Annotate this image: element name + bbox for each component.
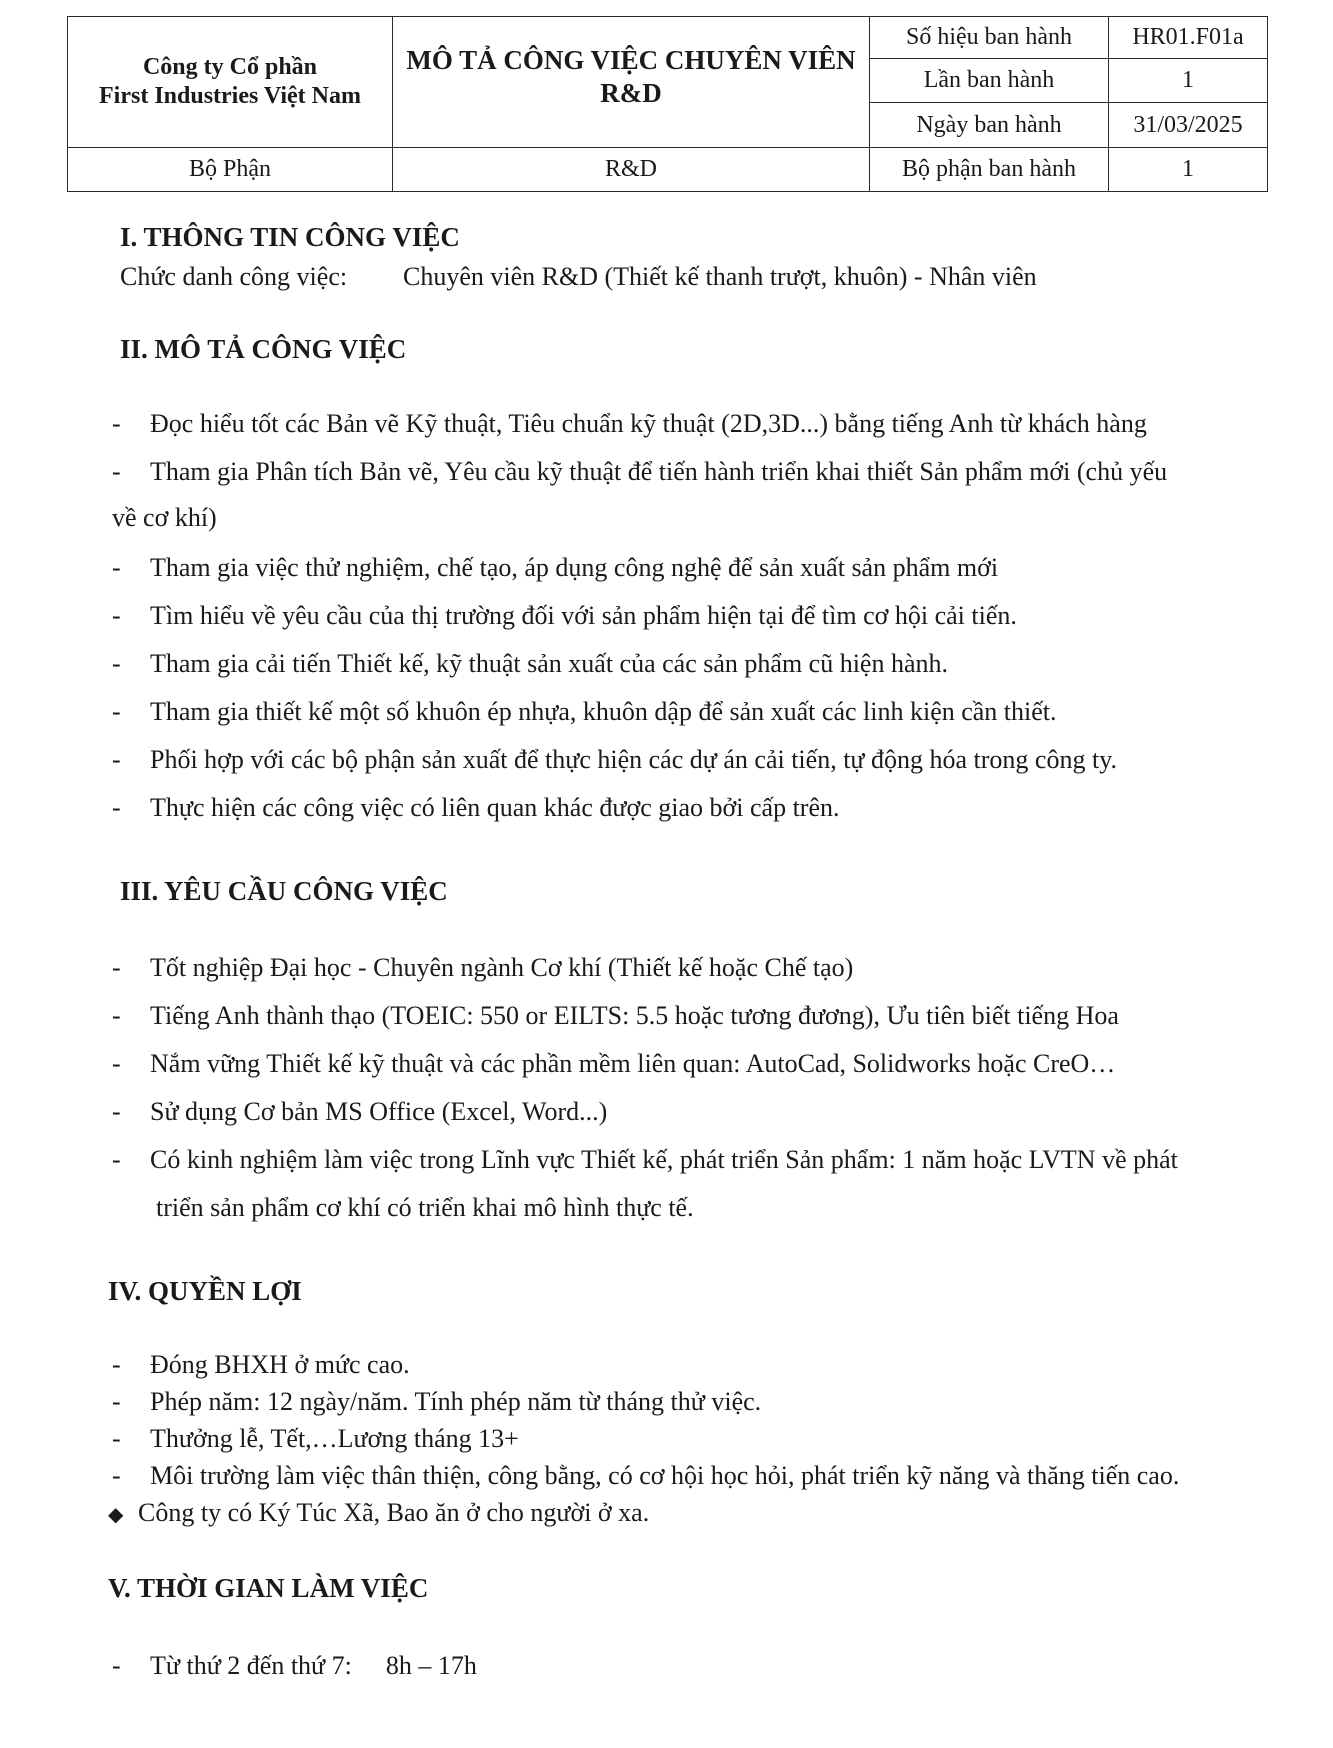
bullet-dash: - [112, 1424, 121, 1453]
list-item: - Tham gia Phân tích Bản vẽ, Yêu cầu kỹ thuật để tiến hành triển khai thiết Sản phẩm mới (chủ yếu [112, 448, 1272, 496]
bullet-dash: - [112, 1097, 121, 1126]
document-title-line2: R&D [600, 77, 662, 108]
company-name-cell [68, 17, 393, 148]
bullet-dash: - [112, 1651, 121, 1680]
bullet-dash: - [112, 601, 121, 630]
issuing-department-value: 1 [1109, 147, 1268, 191]
company-name-line2: First Industries Việt Nam [99, 82, 361, 109]
list-item: - Tham gia cải tiến Thiết kế, kỹ thuật sản xuất của các sản phẩm cũ hiện hành. [112, 640, 1272, 688]
bullet-dash: - [112, 553, 121, 582]
company-name-line1: Công ty Cổ phần [142, 54, 318, 81]
list-item: - Phối hợp với các bộ phận sản xuất để thực hiện các dự án cải tiến, tự động hóa trong công ty. [112, 736, 1272, 784]
section-1-heading: I. THÔNG TIN CÔNG VIỆC [120, 222, 460, 252]
list-item: - Tốt nghiệp Đại học - Chuyên ngành Cơ khí (Thiết kế hoặc Chế tạo) [112, 944, 1272, 992]
issue-date-label: Ngày ban hành [870, 103, 1109, 147]
list-item-continuation: về cơ khí) [112, 503, 217, 532]
list-item: - Tìm hiểu về yêu cầu của thị trường đối với sản phẩm hiện tại để tìm cơ hội cải tiến. [112, 592, 1272, 640]
bullet-dash: - [112, 457, 121, 486]
list-item: - Đọc hiểu tốt các Bản vẽ Kỹ thuật, Tiêu chuẩn kỹ thuật (2D,3D...) bằng tiếng Anh từ khách hàng [112, 400, 1272, 448]
job-title-value: Chuyên viên R&D (Thiết kế thanh trượt, khuôn) - Nhân viên [403, 262, 1037, 291]
job-title-label: Chức danh công việc: [120, 262, 348, 291]
list-item: - Có kinh nghiệm làm việc trong Lĩnh vực Thiết kế, phát triển Sản phẩm: 1 năm hoặc LVTN về phát [112, 1136, 1272, 1184]
issue-number-value: HR01.F01a [1109, 17, 1268, 59]
list-item: - Tiếng Anh thành thạo (TOEIC: 550 or EILTS: 5.5 hoặc tương đương), Ưu tiên biết tiếng Hoa [112, 992, 1272, 1040]
document-title-cell [393, 17, 870, 148]
bullet-dash: - [112, 409, 121, 438]
document-header-table [67, 16, 1268, 192]
section-5-heading: V. THỜI GIAN LÀM VIỆC [108, 1573, 429, 1603]
issuing-department-label: Bộ phận ban hành [870, 147, 1109, 191]
bullet-dash: - [112, 1145, 121, 1174]
list-item: - Nắm vững Thiết kế kỹ thuật và các phần mềm liên quan: AutoCad, Solidworks hoặc CreO… [112, 1040, 1272, 1088]
issue-date-value: 31/03/2025 [1109, 103, 1268, 147]
schedule-value: 8h – 17h [385, 1651, 477, 1680]
department-label: Bộ Phận [68, 147, 393, 191]
section-3-heading: III. YÊU CẦU CÔNG VIỆC [120, 876, 448, 906]
bullet-dash: - [112, 1461, 121, 1490]
diamond-bullet-icon: ◆ [108, 1504, 124, 1526]
list-item: - Đóng BHXH ở mức cao. [112, 1346, 1272, 1384]
list-item: - Phép năm: 12 ngày/năm. Tính phép năm từ tháng thử việc. [112, 1383, 1272, 1421]
section-4-heading: IV. QUYỀN LỢI [108, 1276, 302, 1306]
schedule-label: Từ thứ 2 đến thứ 7: [150, 1651, 352, 1680]
issue-number-label: Số hiệu ban hành [870, 17, 1109, 59]
bullet-dash: - [112, 1049, 121, 1078]
list-item: - Tham gia việc thử nghiệm, chế tạo, áp dụng công nghệ để sản xuất sản phẩm mới [112, 544, 1272, 592]
list-item: - Tham gia thiết kế một số khuôn ép nhựa, khuôn dập để sản xuất các linh kiện cần thiết. [112, 688, 1272, 736]
revision-label: Lần ban hành [870, 59, 1109, 103]
list-item: - Môi trường làm việc thân thiện, công bằng, có cơ hội học hỏi, phát triển kỹ năng và thăng tiến cao. [112, 1457, 1272, 1495]
department-value: R&D [393, 147, 870, 191]
list-item: - Thực hiện các công việc có liên quan khác được giao bởi cấp trên. [112, 784, 1272, 832]
bullet-dash: - [112, 649, 121, 678]
bullet-dash: - [112, 1387, 121, 1416]
bullet-dash: - [112, 745, 121, 774]
section-2-heading: II. MÔ TẢ CÔNG VIỆC [120, 334, 407, 364]
list-item-special: ◆ Công ty có Ký Túc Xã, Bao ăn ở cho người ở xa. [108, 1494, 1268, 1534]
bullet-dash: - [112, 697, 121, 726]
list-item-continuation: triển sản phẩm cơ khí có triển khai mô hình thực tế. [156, 1193, 694, 1222]
list-item: - Thưởng lễ, Tết,…Lương tháng 13+ [112, 1420, 1272, 1458]
bullet-dash: - [112, 793, 121, 822]
document-title-line1: MÔ TẢ CÔNG VIỆC CHUYÊN VIÊN [406, 45, 856, 76]
list-item: - Sử dụng Cơ bản MS Office (Excel, Word...) [112, 1088, 1272, 1136]
bullet-dash: - [112, 1001, 121, 1030]
bullet-dash: - [112, 1350, 121, 1379]
list-item [112, 1642, 1272, 1690]
bullet-dash: - [112, 953, 121, 982]
revision-value: 1 [1109, 59, 1268, 103]
